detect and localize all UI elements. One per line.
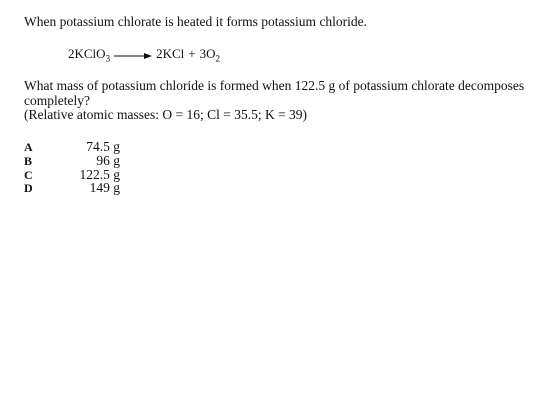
chemical-equation: [68, 46, 220, 62]
option-letter: D: [24, 181, 33, 196]
reactant-formula: KClO: [74, 46, 106, 61]
option-a[interactable]: [24, 140, 128, 154]
question-line-3: (Relative atomic masses: O = 16; Cl = 35.5; K = 39): [24, 107, 308, 122]
reaction-arrow-icon: [113, 49, 153, 59]
intro-text: When potassium chlorate is heated it forms potassium chloride.: [24, 14, 368, 29]
product-potassium-chloride: 2KCl: [156, 46, 185, 61]
reactant-coefficient: 2: [68, 46, 75, 61]
oxygen-subscript: 2: [215, 53, 220, 64]
option-d[interactable]: [24, 181, 128, 195]
question-line-2: completely?: [24, 92, 90, 108]
plus-sign: +: [188, 46, 196, 61]
option-letter: A: [24, 140, 33, 154]
oxygen-formula: 3O: [199, 46, 216, 61]
option-value: 122.5 g: [79, 166, 120, 182]
answer-options: [24, 140, 128, 195]
option-b[interactable]: [24, 154, 128, 168]
option-c[interactable]: [24, 168, 128, 182]
question-text: [24, 79, 524, 123]
product-oxygen: [200, 46, 220, 62]
option-value: 74.5 g: [86, 139, 120, 154]
question-line-1: What mass of potassium chloride is formed when 122.5 g of potassium chlorate decomposes: [24, 78, 525, 93]
option-letter: B: [24, 153, 33, 168]
option-value: 96 g: [96, 152, 120, 168]
option-letter: C: [24, 167, 33, 182]
reactant-subscript: 3: [105, 53, 111, 64]
reactant: [68, 46, 110, 62]
option-value: 149 g: [89, 180, 120, 196]
